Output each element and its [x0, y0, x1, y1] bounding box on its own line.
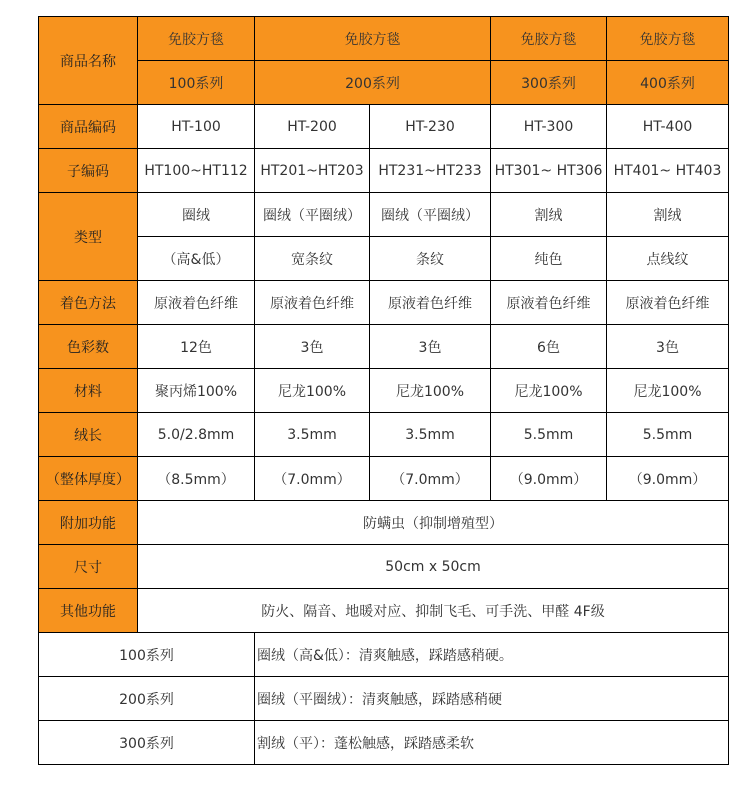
type-label: 类型: [39, 193, 138, 281]
table-row: [39, 545, 729, 589]
series-100: 100系列: [138, 61, 255, 105]
product-name-label: 商品名称: [39, 17, 138, 105]
table-cell: 割绒: [491, 193, 607, 237]
table-cell: 条纹: [370, 237, 491, 281]
table-row: [39, 105, 729, 149]
table-cell: 3色: [255, 325, 370, 369]
table-row: [39, 149, 729, 193]
note-text: 圈绒（平圈绒）：清爽触感，踩踏感稍硬: [255, 677, 729, 721]
thickness-label: （整体厚度）: [39, 457, 138, 501]
table-cell: HT231~HT233: [370, 149, 491, 193]
table-cell: （8.5mm）: [138, 457, 255, 501]
table-row: [39, 237, 729, 281]
table-row: [39, 193, 729, 237]
table-cell: HT201~HT203: [255, 149, 370, 193]
table-cell: 5.0/2.8mm: [138, 413, 255, 457]
note-series: 200系列: [39, 677, 255, 721]
table-row: [39, 369, 729, 413]
table-cell: 割绒: [607, 193, 729, 237]
table-row: [39, 589, 729, 633]
table-cell: 3.5mm: [370, 413, 491, 457]
note-series: 300系列: [39, 721, 255, 765]
extra-value: 防螨虫（抑制增殖型）: [138, 501, 729, 545]
table-cell: 3.5mm: [255, 413, 370, 457]
note-text: 圈绒（高&低）：清爽触感，踩踏感稍硬。: [255, 633, 729, 677]
pile-label: 绒长: [39, 413, 138, 457]
product-name-200: 免胶方毯: [255, 17, 491, 61]
size-value: 50cm x 50cm: [138, 545, 729, 589]
table-cell: 5.5mm: [607, 413, 729, 457]
table-cell: 原液着色纤维: [138, 281, 255, 325]
table-cell: HT-200: [255, 105, 370, 149]
table-row: [39, 17, 729, 61]
table-cell: 5.5mm: [491, 413, 607, 457]
table-row: [39, 501, 729, 545]
dye-label: 着色方法: [39, 281, 138, 325]
subcode-label: 子编码: [39, 149, 138, 193]
table-cell: 圈绒（平圈绒）: [370, 193, 491, 237]
table-cell: 原液着色纤维: [255, 281, 370, 325]
table-cell: 尼龙100%: [607, 369, 729, 413]
table-cell: 点线纹: [607, 237, 729, 281]
table-cell: 6色: [491, 325, 607, 369]
table-cell: 尼龙100%: [370, 369, 491, 413]
table-cell: HT301~ HT306: [491, 149, 607, 193]
product-name-400: 免胶方毯: [607, 17, 729, 61]
table-cell: 3色: [370, 325, 491, 369]
table-cell: HT-400: [607, 105, 729, 149]
table-cell: 宽条纹: [255, 237, 370, 281]
size-label: 尺寸: [39, 545, 138, 589]
code-label: 商品编码: [39, 105, 138, 149]
table-cell: HT-230: [370, 105, 491, 149]
table-cell: 尼龙100%: [491, 369, 607, 413]
table-cell: HT401~ HT403: [607, 149, 729, 193]
table-row: [39, 677, 729, 721]
product-name-300: 免胶方毯: [491, 17, 607, 61]
table-row: [39, 325, 729, 369]
colors-label: 色彩数: [39, 325, 138, 369]
table-cell: 圈绒（平圈绒）: [255, 193, 370, 237]
series-300: 300系列: [491, 61, 607, 105]
table-cell: 纯色: [491, 237, 607, 281]
material-label: 材料: [39, 369, 138, 413]
spec-table: [38, 16, 729, 765]
product-name-100: 免胶方毯: [138, 17, 255, 61]
table-cell: （7.0mm）: [370, 457, 491, 501]
series-400: 400系列: [607, 61, 729, 105]
table-cell: （高&低）: [138, 237, 255, 281]
table-row: [39, 61, 729, 105]
other-value: 防火、隔音、地暖对应、抑制飞毛、可手洗、甲醛 4F级: [138, 589, 729, 633]
note-series: 100系列: [39, 633, 255, 677]
table-cell: 原液着色纤维: [491, 281, 607, 325]
table-cell: 圈绒: [138, 193, 255, 237]
table-cell: 尼龙100%: [255, 369, 370, 413]
table-cell: 原液着色纤维: [370, 281, 491, 325]
table-row: [39, 633, 729, 677]
table-cell: HT-100: [138, 105, 255, 149]
table-cell: 原液着色纤维: [607, 281, 729, 325]
table-cell: （9.0mm）: [607, 457, 729, 501]
table-row: [39, 281, 729, 325]
table-row: [39, 721, 729, 765]
table-row: [39, 457, 729, 501]
table-cell: （9.0mm）: [491, 457, 607, 501]
table-cell: 聚丙烯100%: [138, 369, 255, 413]
table-cell: （7.0mm）: [255, 457, 370, 501]
note-text: 割绒（平）：蓬松触感，踩踏感柔软: [255, 721, 729, 765]
table-row: [39, 413, 729, 457]
table-cell: HT100~HT112: [138, 149, 255, 193]
extra-label: 附加功能: [39, 501, 138, 545]
other-label: 其他功能: [39, 589, 138, 633]
table-cell: HT-300: [491, 105, 607, 149]
table-cell: 12色: [138, 325, 255, 369]
series-200: 200系列: [255, 61, 491, 105]
table-cell: 3色: [607, 325, 729, 369]
